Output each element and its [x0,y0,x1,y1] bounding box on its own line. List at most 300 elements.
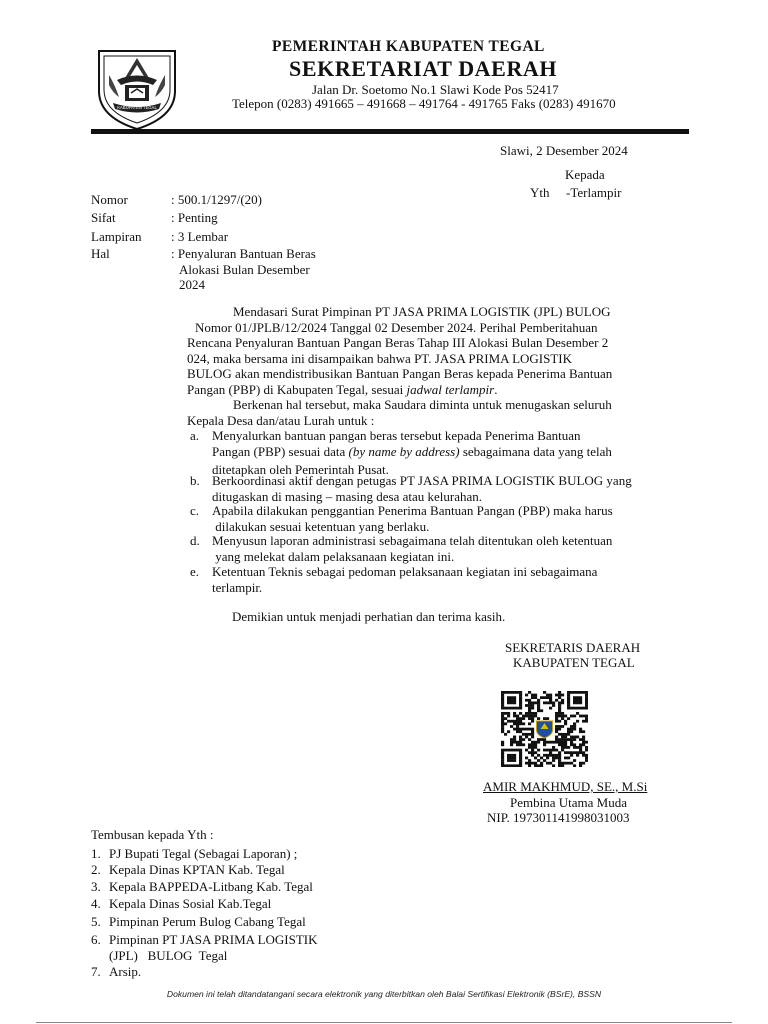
qr-module [528,743,531,746]
electronic-signature-footer: Dokumen ini telah ditandatangani secara elektronik yang diterbitkan oleh Balai Sertifikasi Elektronik (BSrE), BSSN [166,989,602,999]
meta-label-sifat: Sifat [91,210,116,225]
qr-module [543,743,546,746]
qr-module [507,691,510,694]
qr-module [549,751,552,754]
qr-module [531,733,534,736]
qr-module [528,691,531,694]
qr-module [516,717,519,720]
signature-title-2: KABUPATEN TEGAL [513,655,635,670]
qr-module [516,741,519,744]
qr-module [564,762,567,765]
qr-module [555,728,558,731]
qr-module [582,720,585,723]
qr-module [501,741,504,744]
qr-module [507,754,510,757]
qr-module [567,691,570,694]
qr-module [519,694,522,697]
qr-module [510,701,513,704]
qr-module [558,707,561,710]
qr-module [558,733,561,736]
qr-module [573,751,576,754]
qr-module [549,699,552,702]
qr-module [552,757,555,760]
qr-module [501,749,504,752]
cc-line: Pimpinan PT JASA PRIMA LOGISTIK [109,932,318,947]
regency-emblem-logo [95,45,179,131]
item-line: terlampir. [212,579,263,595]
paragraph-line: Berkenan hal tersebut, maka Saudara diminta untuk menugaskan seluruh [233,397,612,412]
cc-line: Pimpinan Perum Bulog Cabang Tegal [109,914,306,929]
qr-module [531,730,534,733]
qr-module [567,762,570,765]
qr-module [573,701,576,704]
qr-module [534,764,537,767]
qr-module [501,696,504,699]
qr-module [510,741,513,744]
qr-module [579,749,582,752]
qr-module [564,720,567,723]
qr-module [519,696,522,699]
qr-module [501,728,504,731]
qr-module [573,715,576,718]
qr-module [531,707,534,710]
qr-module [564,738,567,741]
qr-module [501,699,504,702]
qr-module [576,701,579,704]
qr-module [540,709,543,712]
qr-module [582,762,585,765]
qr-module [507,749,510,752]
cc-number: 4. [91,896,101,911]
qr-module [555,694,558,697]
qr-module [579,743,582,746]
paragraph-line: Kepala Desa dan/atau Lurah untuk : [187,412,375,428]
qr-module [519,707,522,710]
qr-module [507,759,510,762]
qr-module [510,759,513,762]
qr-module [534,762,537,765]
cc-number: 2. [91,862,101,877]
cc-list-item [91,896,272,912]
qr-module [558,738,561,741]
qr-module [585,741,588,744]
qr-module [558,757,561,760]
qr-module [561,749,564,752]
qr-module [507,764,510,767]
qr-module [519,741,522,744]
qr-module [513,749,516,752]
item-line: Berkoordinasi aktif dengan petugas PT JASA PRIMA LOGISTIK BULOG yang [212,473,632,488]
qr-module [555,720,558,723]
qr-module [528,746,531,749]
qr-module [558,725,561,728]
qr-module [537,754,540,757]
qr-module [501,764,504,767]
qr-module [582,707,585,710]
item-text: Pangan (PBP) sesuai data [212,443,349,459]
qr-module [507,696,510,699]
qr-module [525,728,528,731]
qr-module [549,701,552,704]
signatory-nip: NIP. 197301141998031003 [487,810,630,825]
qr-module [582,736,585,739]
qr-module [549,762,552,765]
qr-module [519,738,522,741]
qr-module [519,720,522,723]
qr-module [510,725,513,728]
qr-module [537,759,540,762]
paragraph-emphasis: jadwal terlampir [406,381,495,397]
qr-module [528,717,531,720]
qr-module [522,743,525,746]
qr-module [552,759,555,762]
qr-module [567,707,570,710]
paragraph-line [187,382,678,398]
qr-module [564,736,567,739]
qr-module [525,715,528,718]
meta-value-lampiran: : 3 Lembar [171,229,229,244]
qr-module [519,736,522,739]
qr-module [552,746,555,749]
qr-module [558,704,561,707]
qr-module [519,759,522,762]
qr-module [546,694,549,697]
qr-module [564,746,567,749]
qr-module [558,715,561,718]
qr-module [546,717,549,720]
qr-module [558,759,561,762]
qr-module [522,733,525,736]
qr-module [558,741,561,744]
qr-module [570,743,573,746]
instruction-item-d [190,533,680,564]
qr-module [540,764,543,767]
qr-module [558,712,561,715]
qr-module [531,741,534,744]
qr-module [525,712,528,715]
qr-module [513,696,516,699]
qr-module [579,762,582,765]
qr-module [516,730,519,733]
qr-module [567,757,570,760]
qr-module [540,762,543,765]
qr-module [585,717,588,720]
qr-module [507,715,510,718]
qr-module [513,738,516,741]
qr-module [558,762,561,765]
qr-module [513,699,516,702]
qr-module [573,764,576,767]
qr-module [507,730,510,733]
qr-module [579,746,582,749]
item-marker: d. [190,533,200,548]
qr-module [570,741,573,744]
qr-module [582,738,585,741]
qr-module [510,707,513,710]
qr-module [510,764,513,767]
item-line: dilakukan sesuai ketentuan yang berlaku. [212,518,430,534]
qr-module [513,757,516,760]
qr-module [561,738,564,741]
svg-text:KABUPATEN TEGAL: KABUPATEN TEGAL [117,105,157,110]
qr-module [519,764,522,767]
qr-module [555,699,558,702]
qr-module [528,733,531,736]
letter-date: Slawi, 2 Desember 2024 [500,143,628,158]
qr-module [582,743,585,746]
qr-module [513,712,516,715]
meta-label-nomor: Nomor [91,192,128,207]
item-line: ditugaskan di masing – masing desa atau kelurahan. [212,488,483,504]
hal-line: Alokasi Bulan Desember [179,261,310,277]
qr-module [567,751,570,754]
qr-module [582,691,585,694]
qr-module [555,715,558,718]
qr-module [543,696,546,699]
paragraph-line: Nomor 01/JPLB/12/2024 Tanggal 02 Desember 2024. Perihal Pemberitahuan [195,319,598,335]
qr-module [516,691,519,694]
qr-module [558,720,561,723]
qr-module [501,717,504,720]
qr-module [573,707,576,710]
qr-module [576,707,579,710]
qr-module [516,749,519,752]
qr-module [561,733,564,736]
item-text: sebagaimana data yang telah [459,443,612,459]
qr-module [522,717,525,720]
cc-list-item [91,932,318,963]
qr-module [576,699,579,702]
item-marker: b. [190,473,200,488]
qr-module [561,746,564,749]
qr-module [585,759,588,762]
qr-module [585,691,588,694]
qr-module [519,691,522,694]
qr-module [585,749,588,752]
qr-module [507,757,510,760]
qr-module [552,701,555,704]
qr-module [504,764,507,767]
qr-module [525,736,528,739]
qr-module [567,704,570,707]
qr-module [501,720,504,723]
qr-module [576,691,579,694]
qr-module [585,720,588,723]
qr-module [501,743,504,746]
qr-module [537,707,540,710]
qr-module [513,764,516,767]
qr-module [501,707,504,710]
qr-module [555,757,558,760]
qr-module [537,699,540,702]
qr-module [531,751,534,754]
qr-module [552,749,555,752]
qr-module [504,712,507,715]
qr-module [528,709,531,712]
qr-module [564,751,567,754]
cc-line: PJ Bupati Tegal (Sebagai Laporan) ; [109,846,298,861]
qr-module [510,743,513,746]
qr-module [510,691,513,694]
qr-module [573,736,576,739]
qr-module [537,704,540,707]
qr-module [567,699,570,702]
qr-module [576,751,579,754]
instruction-item-b [190,473,680,504]
qr-module [525,762,528,765]
letterhead-government: PEMERINTAH KABUPATEN TEGAL [272,38,545,55]
qr-module [537,701,540,704]
qr-module [534,696,537,699]
qr-module [519,743,522,746]
letterhead-office: SEKRETARIAT DAERAH [289,56,558,81]
qr-module [582,754,585,757]
letterhead-phone: Telepon (0283) 491665 – 491668 – 491764 - 491765 Faks (0283) 491670 [232,96,616,111]
qr-module [555,738,558,741]
qr-module [582,741,585,744]
cc-number: 3. [91,879,101,894]
qr-module [501,694,504,697]
qr-module [546,701,549,704]
qr-module [513,754,516,757]
qr-module [561,715,564,718]
signatory-rank: Pembina Utama Muda [510,795,627,810]
closing-sentence: Demikian untuk menjadi perhatian dan terima kasih. [232,609,506,624]
qr-module [507,707,510,710]
qr-module [516,707,519,710]
qr-module [528,759,531,762]
qr-module [531,746,534,749]
qr-module [516,715,519,718]
qr-module [525,694,528,697]
qr-module [561,712,564,715]
qr-module [543,701,546,704]
qr-module [555,725,558,728]
qr-module [579,699,582,702]
qr-module [579,707,582,710]
qr-module [579,728,582,731]
qr-module [573,759,576,762]
qr-module [528,707,531,710]
qr-module [573,743,576,746]
signature-title-1: SEKRETARIS DAERAH [505,640,641,655]
qr-module [531,754,534,757]
qr-module [531,736,534,739]
qr-module [573,746,576,749]
qr-module [579,738,582,741]
cc-number: 7. [91,964,101,979]
qr-module [576,736,579,739]
qr-module [579,730,582,733]
qr-module [519,751,522,754]
qr-module [519,728,522,731]
qr-module [513,707,516,710]
qr-module [537,749,540,752]
qr-module [519,712,522,715]
qr-module [531,743,534,746]
qr-module [585,699,588,702]
qr-module [576,712,579,715]
qr-module [543,717,546,720]
qr-module [576,746,579,749]
qr-module [570,762,573,765]
hal-line: : Penyaluran Bantuan Beras [171,246,316,261]
qr-module [570,751,573,754]
item-line [212,444,702,460]
qr-module [528,701,531,704]
qr-module [549,707,552,710]
qr-module [543,738,546,741]
qr-module [567,728,570,731]
qr-module [513,728,516,731]
item-marker: c. [190,503,200,518]
qr-module [558,751,561,754]
paragraph-line: Mendasari Surat Pimpinan PT JASA PRIMA LOGISTIK (JPL) BULOG [233,304,611,319]
qr-module [552,704,555,707]
qr-module [552,754,555,757]
qr-module [510,754,513,757]
qr-module [546,754,549,757]
qr-module [501,730,504,733]
qr-module [528,751,531,754]
qr-module [558,764,561,767]
cc-number: 5. [91,914,101,929]
qr-module [543,749,546,752]
cc-line: Kepala BAPPEDA-Litbang Kab. Tegal [109,879,313,894]
meta-value-hal [171,246,316,293]
paragraph-line: 024, maka bersama ini disampaikan bahwa PT. JASA PRIMA LOGISTIK [187,350,573,366]
qr-module [567,733,570,736]
item-line: Menyusun laporan administrasi sebagaimana telah ditentukan oleh ketentuan [212,533,613,548]
qr-module [504,691,507,694]
qr-module [507,712,510,715]
qr-module [501,759,504,762]
qr-module [501,722,504,725]
qr-module [519,701,522,704]
qr-module [537,738,540,741]
paragraph-text: Pangan (PBP) di Kabupaten Tegal, sesuai [187,381,407,397]
qr-module [546,749,549,752]
paragraph-text: . [494,381,498,397]
qr-module [528,722,531,725]
qr-module [534,757,537,760]
qr-module [567,696,570,699]
qr-module [582,715,585,718]
qr-module [531,715,534,718]
qr-module [585,704,588,707]
qr-module [504,717,507,720]
qr-module [573,725,576,728]
qr-module [531,717,534,720]
meta-label-hal: Hal [91,246,110,261]
qr-module [546,741,549,744]
qr-module [585,746,588,749]
qr-module [561,699,564,702]
qr-module [501,751,504,754]
qr-module [501,712,504,715]
qr-module [579,696,582,699]
qr-module [558,743,561,746]
qr-module [513,741,516,744]
qr-module [510,749,513,752]
qr-module [513,701,516,704]
qr-module [585,696,588,699]
qr-module [513,722,516,725]
qr-module [531,701,534,704]
qr-module [531,762,534,765]
qr-module [561,764,564,767]
qr-module [564,757,567,760]
